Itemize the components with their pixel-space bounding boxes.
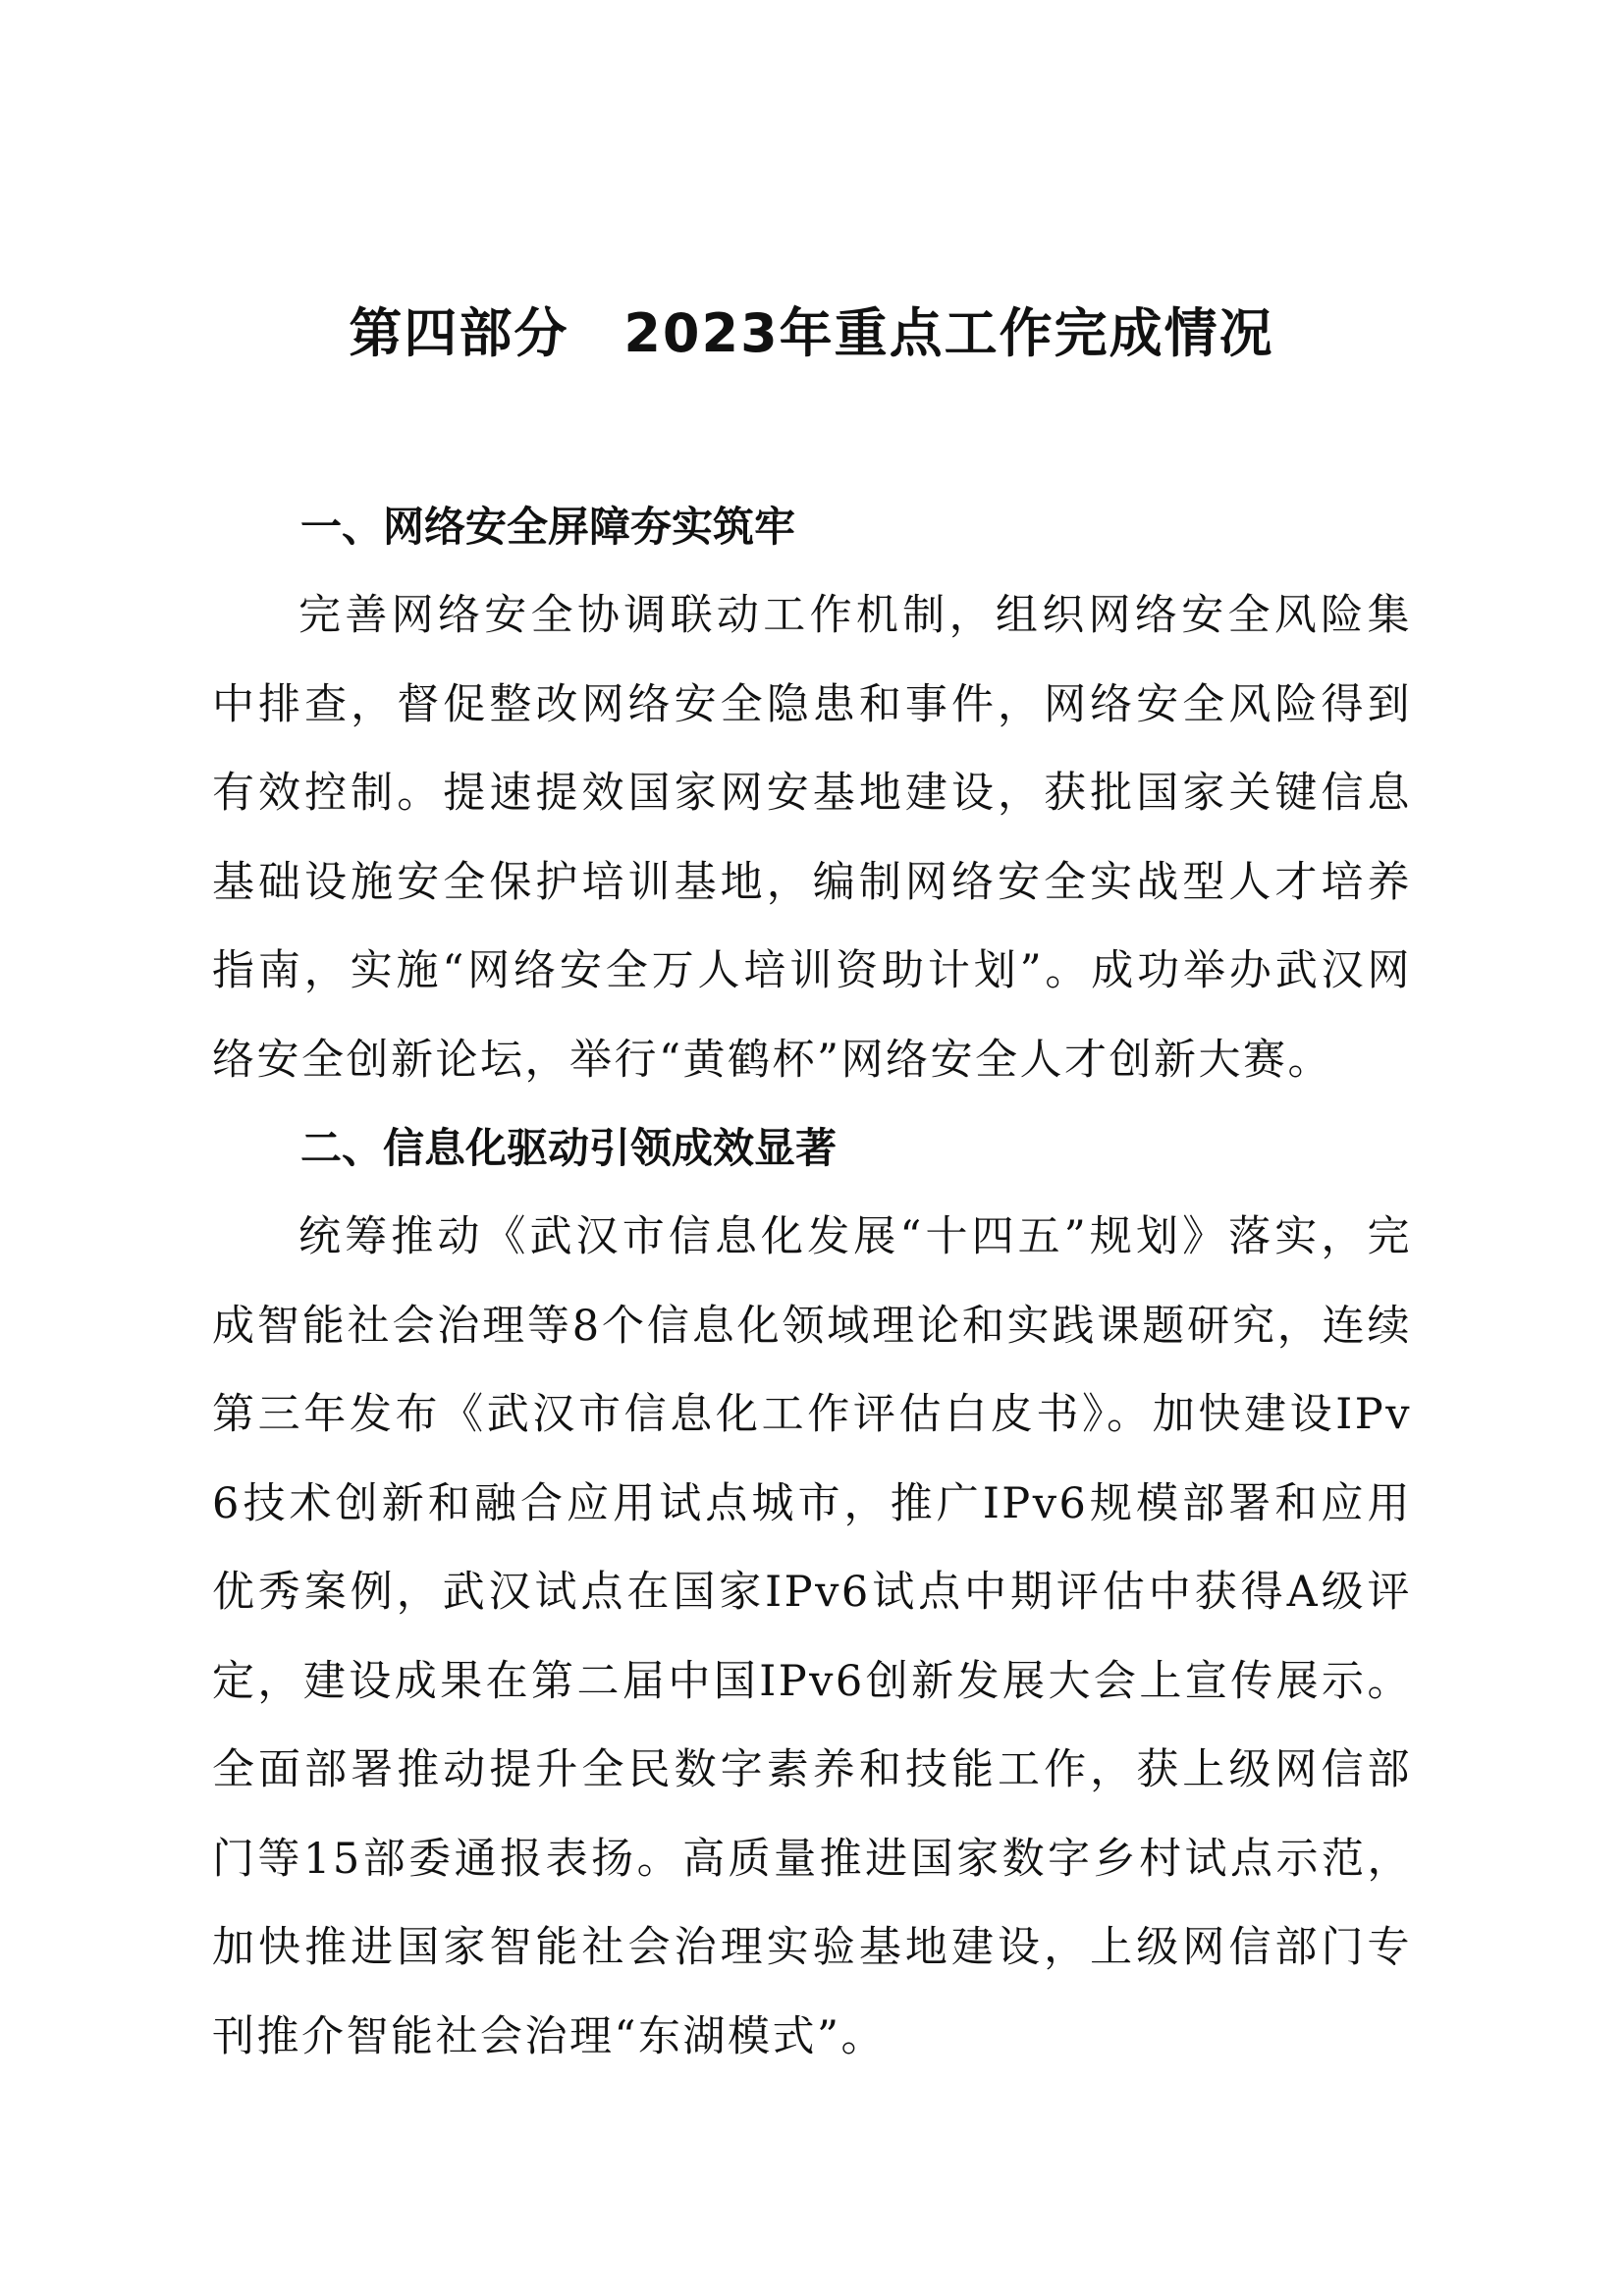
section-heading: 一、网络安全屏障夯实筑牢 bbox=[300, 503, 796, 551]
document-body bbox=[212, 483, 1412, 2081]
page-title: 第四部分 2023年重点工作完成情况 bbox=[349, 302, 1274, 364]
section-paragraph: 完善网络安全协调联动工作机制，组织网络安全风险集中排查，督促整改网络安全隐患和事件，网络安全风险得到有效控制。提速提效国家网安基地建设，获批国家关键信息基础设施安全保护培训基地，编制网络安全实战型人才培养指南，实施“网络安全万人培训资助计划”。成功举办武汉网络安全创新论坛，举行“黄鹤杯”网络安全人才创新大赛。 bbox=[212, 591, 1412, 1085]
section-heading: 二、信息化驱动引领成效显著 bbox=[300, 1124, 838, 1172]
section-paragraph: 统筹推动《武汉市信息化发展“十四五”规划》落实，完成智能社会治理等8个信息化领域理论和实践课题研究，连续第三年发布《武汉市信息化工作评估白皮书》。加快建设IPv6技术创新和融合应用试点城市，推广IPv6规模部署和应用优秀案例，武汉试点在国家IPv6试点中期评估中获得A级评定，建设成果在第二届中国IPv6创新发展大会上宣传展示。全面部署推动提升全民数字素养和技能工作，获上级网信部门等15部委通报表扬。高质量推进国家数字乡村试点示范，加快推进国家智能社会治理实验基地建设，上级网信部门专刊推介智能社会治理“东湖模式”。 bbox=[212, 1212, 1412, 2061]
